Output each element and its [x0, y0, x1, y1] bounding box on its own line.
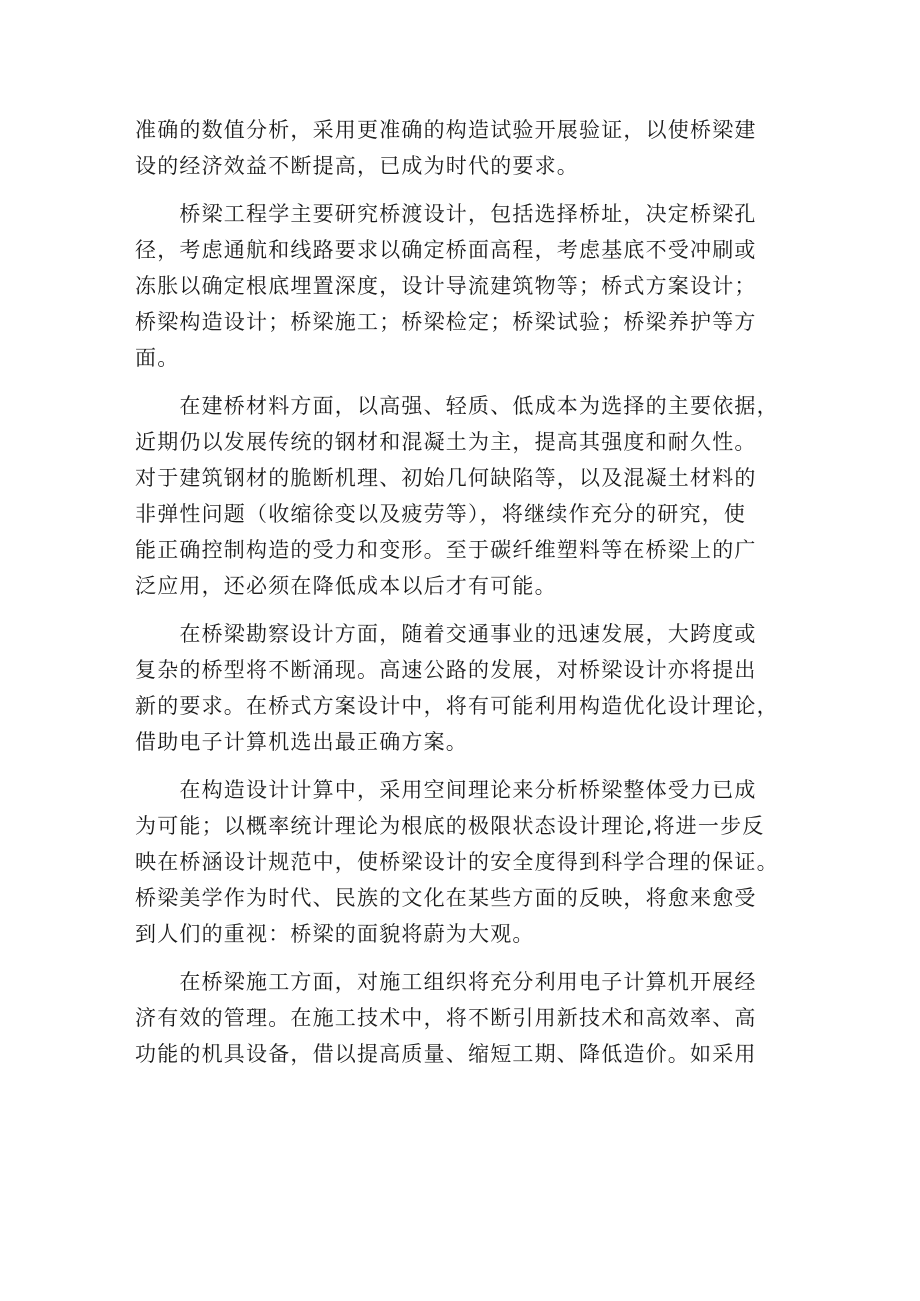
text-line: 径，考虑通航和线路要求以确定桥面高程，考虑基底不受冲刷或 [135, 238, 757, 262]
text-line: 在桥梁施工方面，对施工组织将充分利用电子计算机开展经 [135, 970, 757, 994]
paragraph [135, 616, 795, 760]
text-line: 非弹性问题（收缩徐变以及疲劳等），将继续作充分的研究，使 [135, 502, 747, 526]
text-line: 近期仍以发展传统的钢材和混凝土为主，提高其强度和耐久性。 [135, 430, 757, 454]
text-line: 桥梁美学作为时代、民族的文化在某些方面的反映，将愈来愈受 [135, 886, 757, 910]
text-line: 桥梁工程学主要研究桥渡设计，包括选择桥址，决定桥梁孔 [135, 202, 757, 226]
paragraph [135, 772, 795, 952]
paragraph [135, 196, 795, 376]
paragraph [135, 388, 795, 604]
text-line: 桥梁构造设计；桥梁施工；桥梁检定；桥梁试验；桥梁养护等方 [135, 310, 757, 334]
text-line: 在桥梁勘察设计方面，随着交通事业的迅速发展，大跨度或 [135, 622, 757, 646]
text-line: 借助电子计算机选出最正确方案。 [135, 730, 468, 754]
body-text [135, 112, 795, 1072]
text-line: 济有效的管理。在施工技术中，将不断引用新技术和高效率、高 [135, 1006, 757, 1030]
text-line: 到人们的重视：桥梁的面貌将蔚为大观。 [135, 922, 535, 946]
paragraph [135, 112, 795, 184]
text-line: 在构造设计计算中，采用空间理论来分析桥梁整体受力已成 [135, 778, 757, 802]
text-line: 复杂的桥型将不断涌现。高速公路的发展，对桥梁设计亦将提出 [135, 658, 757, 682]
text-line: 泛应用，还必须在降低成本以后才有可能。 [135, 574, 557, 598]
text-line: 冻胀以确定根底埋置深度，设计导流建筑物等；桥式方案设计； [135, 274, 757, 298]
text-line: 对于建筑钢材的脆断机理、初始几何缺陷等，以及混凝土材料的 [135, 466, 757, 490]
text-line: 在建桥材料方面，以高强、轻质、低成本为选择的主要依据， [135, 394, 779, 418]
paragraph [135, 964, 795, 1072]
text-line: 准确的数值分析，采用更准确的构造试验开展验证，以使桥梁建 [135, 118, 757, 142]
text-line: 新的要求。在桥式方案设计中，将有可能利用构造优化设计理论， [135, 694, 779, 718]
text-line: 映在桥涵设计规范中，使桥梁设计的安全度得到科学合理的保证。 [135, 850, 779, 874]
text-line: 面。 [135, 346, 180, 370]
text-line: 为可能；以概率统计理论为根底的极限状态设计理论,将进一步反 [135, 814, 765, 838]
text-line: 设的经济效益不断提高，已成为时代的要求。 [135, 154, 579, 178]
text-line: 功能的机具设备，借以提高质量、缩短工期、降低造价。如采用 [135, 1042, 757, 1066]
text-line: 能正确控制构造的受力和变形。至于碳纤维塑料等在桥梁上的广 [135, 538, 757, 562]
